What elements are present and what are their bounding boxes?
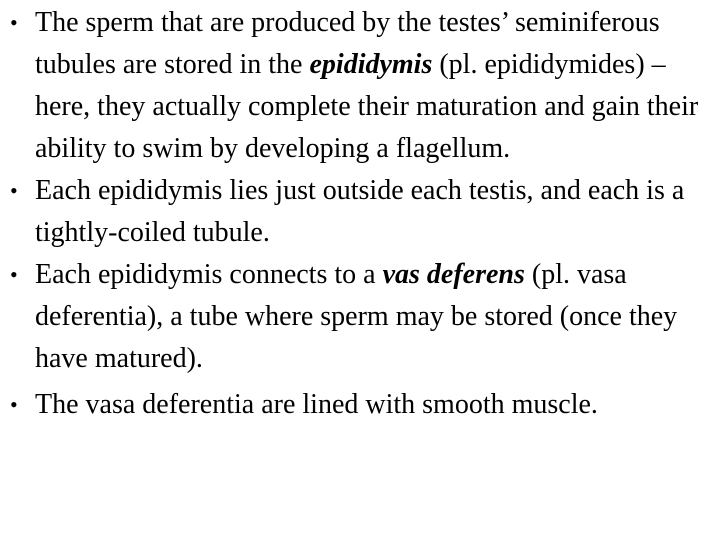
bullet-item: [6, 170, 714, 254]
term-vas-deferens: vas deferens: [382, 259, 525, 290]
term-epididymis: epididymis: [309, 49, 433, 80]
bullet-icon: •: [10, 10, 18, 35]
bullet-text: The sperm that are produced by the testes’ seminiferous tubules are stored in the epididymis (pl. epididymides) – here, they actually complete their maturation and gain their ability to swim by developing a flagellum.: [35, 7, 699, 164]
bullet-icon: •: [10, 392, 18, 417]
bullet-text: Each epididymis lies just outside each testis, and each is a tightly-coiled tubule.: [35, 175, 685, 248]
bullet-icon: •: [10, 178, 18, 203]
bullet-icon: •: [10, 262, 18, 287]
bullet-item: [6, 384, 714, 426]
bullet-text: Each epididymis connects to a vas deferens (pl. vasa deferentia), a tube where sperm may be stored (once they have matured).: [35, 259, 678, 374]
bullet-list: [6, 2, 714, 426]
bullet-text: The vasa deferentia are lined with smooth muscle.: [35, 389, 598, 420]
bullet-item: [6, 254, 714, 380]
bullet-item: [6, 2, 714, 170]
